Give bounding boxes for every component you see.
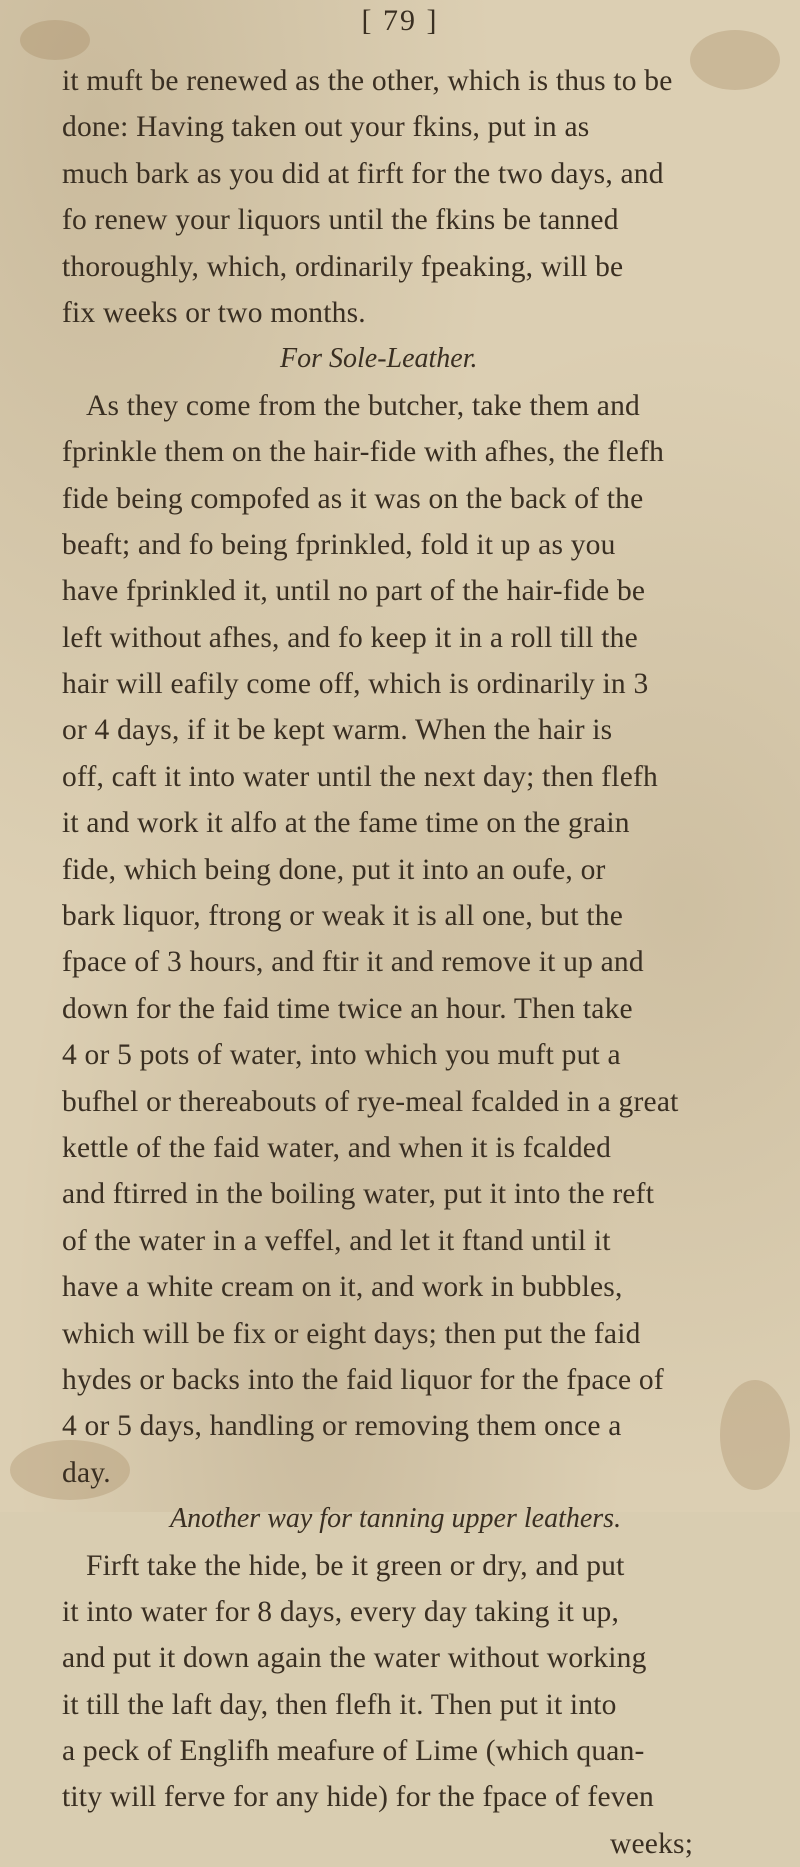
text-line: 4 or 5 days, handling or removing them once a [62, 1410, 622, 1443]
text-line: hydes or backs into the faid liquor for the fpace of [62, 1363, 664, 1396]
text-line: left without afhes, and fo keep it in a roll till the [62, 621, 638, 654]
text-line: it muft be renewed as the other, which is thus to be [62, 65, 673, 97]
catchword: weeks; [610, 1827, 694, 1860]
text-line: bufhel or thereabouts of rye-meal fcalded in a great [62, 1085, 679, 1118]
text-line: fide being compofed as it was on the back of the [62, 482, 644, 515]
text-line: kettle of the faid water, and when it is fcalded [62, 1131, 612, 1164]
section-heading: For Sole-Leather. [280, 343, 478, 375]
text-line: 4 or 5 pots of water, into which you muft put a [62, 1039, 621, 1072]
text-line: down for the faid time twice an hour. Then take [62, 992, 633, 1025]
text-line: fo renew your liquors until the fkins be tanned [62, 204, 619, 237]
text-line: Firft take the hide, be it green or dry, and put [86, 1549, 625, 1582]
text-line: much bark as you did at firft for the two days, and [62, 157, 664, 190]
text-line: have fprinkled it, until no part of the hair-fide be [62, 575, 646, 608]
text-line: fpace of 3 hours, and ftir it and remove it up and [62, 946, 644, 979]
text-line: beaft; and fo being fprinkled, fold it up as you [62, 528, 616, 561]
text-line: or 4 days, if it be kept warm. When the hair is [62, 714, 613, 747]
text-line: bark liquor, ftrong or weak it is all one, but the [62, 900, 623, 933]
text-line: fix weeks or two months. [62, 296, 366, 329]
text-line: which will be fix or eight days; then put the faid [62, 1317, 641, 1350]
text-line: fprinkle them on the hair-fide with afhes, the flefh [62, 436, 665, 469]
text-line: thoroughly, which, ordinarily fpeaking, will be [62, 250, 624, 283]
page-text [50, 58, 790, 1867]
text-line: tity will ferve for any hide) for the fpace of feven [62, 1781, 654, 1814]
text-line: have a white cream on it, and work in bubbles, [62, 1271, 623, 1304]
text-line: it into water for 8 days, every day taking it up, [62, 1595, 620, 1628]
section-heading: Another way for tanning upper leathers. [170, 1503, 622, 1535]
text-line: off, caft it into water until the next day; then flefh [62, 760, 658, 793]
text-line: hair will eafily come off, which is ordinarily in 3 [62, 668, 649, 701]
text-line: day. [62, 1456, 111, 1489]
text-line: fide, which being done, put it into an oufe, or [62, 853, 606, 886]
text-line: done: Having taken out your fkins, put in as [62, 111, 590, 144]
text-line: it and work it alfo at the fame time on the grain [62, 807, 630, 840]
page-number: [ 79 ] [361, 4, 439, 37]
text-line: of the water in a veffel, and let it ftand until it [62, 1224, 611, 1257]
text-line: As they come from the butcher, take them and [86, 389, 641, 422]
text-line: it till the laft day, then flefh it. Then put it into [62, 1688, 617, 1721]
text-line: and ftirred in the boiling water, put it into the reft [62, 1178, 655, 1211]
text-line: a peck of Englifh meafure of Lime (which quan- [62, 1735, 645, 1768]
text-line: and put it down again the water without working [62, 1642, 647, 1675]
